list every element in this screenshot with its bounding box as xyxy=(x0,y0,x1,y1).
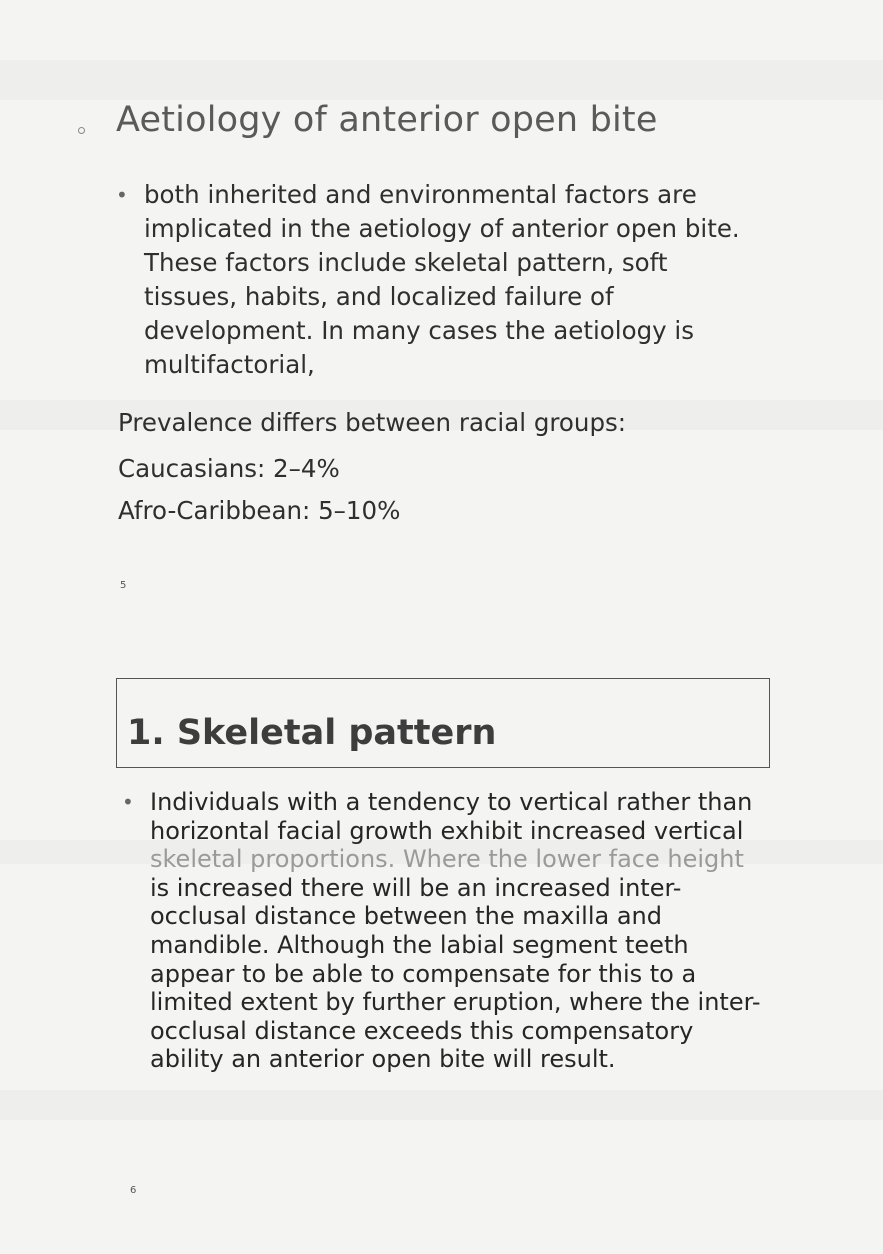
bullet-dot-icon: • xyxy=(116,183,128,207)
bullet-text-part-1: Individuals with a tendency to vertical rather than horizontal facial growth exhibit increased vertical xyxy=(150,788,753,845)
afro-caribbean-line: Afro-Caribbean: 5–10% xyxy=(118,496,401,525)
slide-2-bullet xyxy=(122,788,762,1074)
slide-2-bullet-text xyxy=(150,788,762,1074)
caucasians-line: Caucasians: 2–4% xyxy=(118,454,340,483)
slide-1-bullet xyxy=(116,178,746,382)
title-box xyxy=(116,678,770,768)
slide-2-title: 1. Skeletal pattern xyxy=(127,713,497,753)
page-number: 6 xyxy=(130,1185,137,1196)
bullet-dot-icon: • xyxy=(122,790,134,814)
slide-1-title: Aetiology of anterior open bite xyxy=(116,100,658,140)
bullet-text-faded: skeletal proportions. Where the lower face height xyxy=(150,845,744,874)
slide-2 xyxy=(0,640,883,1254)
slide-1 xyxy=(0,0,883,620)
page-number: 5 xyxy=(120,580,127,591)
title-bullet-icon xyxy=(78,127,85,134)
bullet-text-part-2: is increased there will be an increased inter-occlusal distance between the maxilla and mandible. Although the labial segment teeth appear to be able to compensate for this to a limited extent by further eruption, where the inter-occlusal distance exceeds this compensatory ability an anterior open bite will result. xyxy=(150,873,761,1074)
prevalence-line: Prevalence differs between racial groups: xyxy=(118,408,627,437)
slide-1-bullet-text: both inherited and environmental factors are implicated in the aetiology of anterior open bite. These factors include skeletal pattern, soft tissues, habits, and localized failure of development. In many cases the aetiology is multifactorial, xyxy=(144,180,740,379)
